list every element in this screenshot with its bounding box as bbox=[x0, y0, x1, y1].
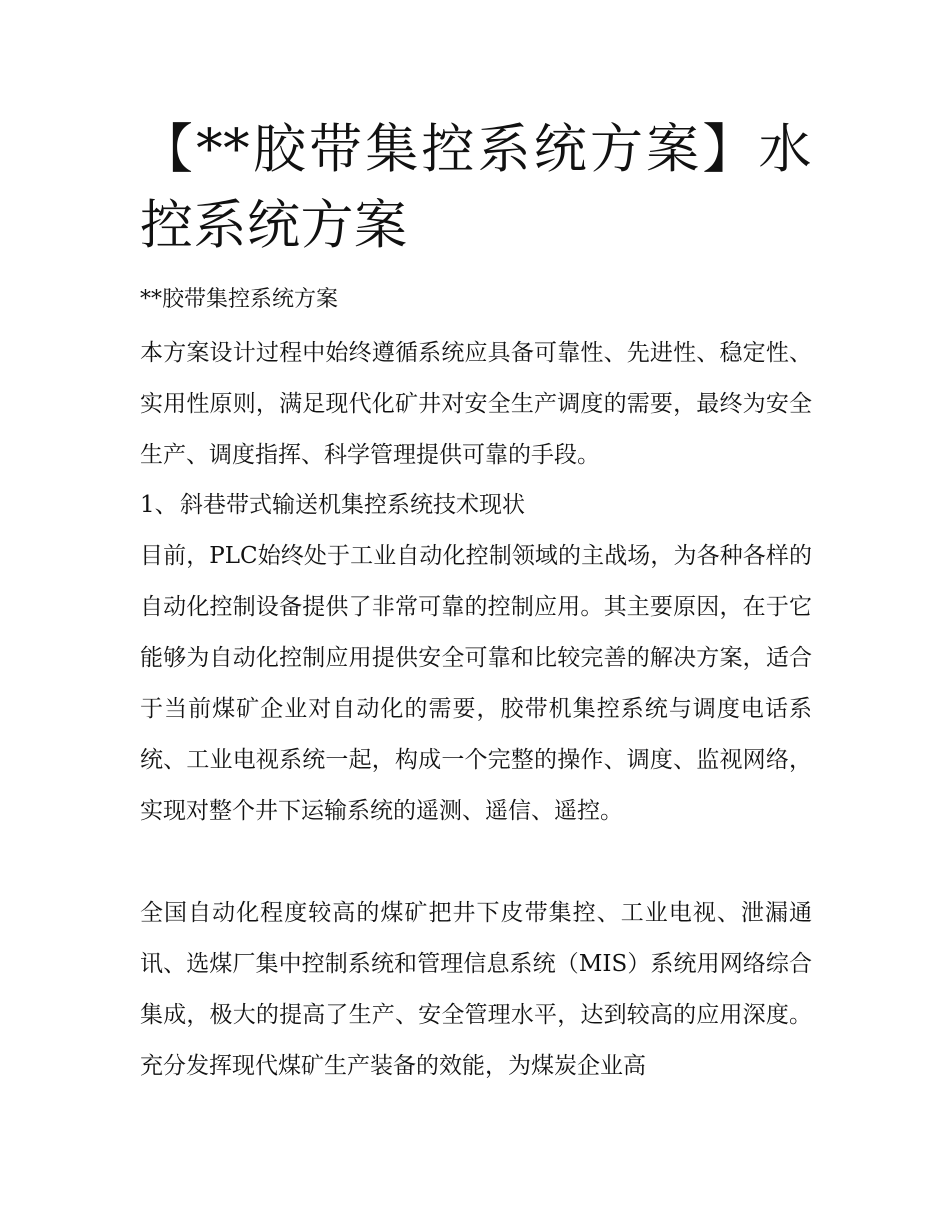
document-subtitle: **胶带集控系统方案 bbox=[140, 287, 339, 312]
paragraph-intro: 本方案设计过程中始终遵循系统应具备可靠性、先进性、稳定性、实用性原则，满足现代化矿井对安全生产调度的需要，最终为安全生产、调度指挥、科学管理提供可靠的手段。 bbox=[140, 340, 812, 468]
section-heading bbox=[140, 480, 525, 531]
document-title: 【**胶带集控系统方案】水控系统方案 bbox=[140, 119, 812, 256]
paragraph-national: 全国自动化程度较高的煤矿把井下皮带集控、工业电视、泄漏通讯、选煤厂集中控制系统和管理信息系统（MIS）系统用网络综合集成，极大的提高了生产、安全管理水平，达到较高的应用深度。充分发挥现代煤矿生产装备的效能，为煤炭企业高 bbox=[140, 900, 812, 1079]
section-number: 1、 bbox=[140, 492, 178, 518]
section-heading-text: 斜巷带式输送机集控系统技术现状 bbox=[180, 492, 525, 518]
paragraph-plc: 目前，PLC始终处于工业自动化控制领域的主战场，为各种各样的自动化控制设备提供了非常可靠的控制应用。其主要原因，在于它能够为自动化控制应用提供安全可靠和比较完善的解决方案，适合于当前煤矿企业对自动化的需要，胶带机集控系统与调度电话系统、工业电视系统一起，构成一个完整的操作、调度、监视网络，实现对整个井下运输系统的遥测、遥信、遥控。 bbox=[140, 543, 812, 824]
